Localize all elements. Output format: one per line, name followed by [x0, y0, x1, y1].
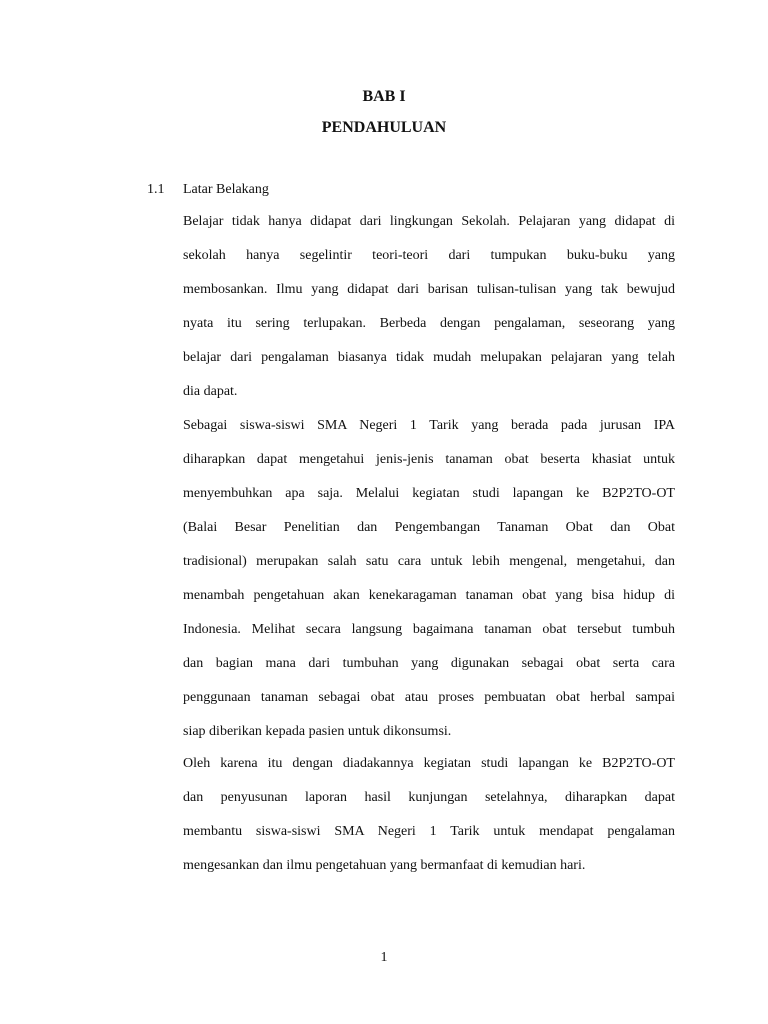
paragraph-2-line-2: diharapkan dapat mengetahui jenis-jenis tanaman obat beserta khasiat untuk [183, 452, 675, 467]
paragraph-1-line-1: Belajar tidak hanya didapat dari lingkungan Sekolah. Pelajaran yang didapat di [183, 214, 675, 229]
paragraph-2-line-1: Sebagai siswa-siswi SMA Negeri 1 Tarik yang berada pada jurusan IPA [183, 418, 675, 433]
paragraph-2-line-8: dan bagian mana dari tumbuhan yang digunakan sebagai obat serta cara [183, 656, 675, 671]
paragraph-3-line-2: dan penyusunan laporan hasil kunjungan setelahnya, diharapkan dapat [183, 790, 675, 805]
page-number: 1 [380, 950, 388, 965]
paragraph-3-line-3: membantu siswa-siswi SMA Negeri 1 Tarik untuk mendapat pengalaman [183, 824, 675, 839]
paragraph-1-line-2: sekolah hanya segelintir teori-teori dari tumpukan buku-buku yang [183, 248, 675, 263]
paragraph-1-line-5: belajar dari pengalaman biasanya tidak mudah melupakan pelajaran yang telah [183, 350, 675, 365]
paragraph-2-line-10: siap diberikan kepada pasien untuk dikonsumsi. [183, 724, 452, 739]
chapter-heading: BAB I [362, 88, 406, 105]
paragraph-2-line-3: menyembuhkan apa saja. Melalui kegiatan studi lapangan ke B2P2TO-OT [183, 486, 675, 501]
paragraph-2-line-6: menambah pengetahuan akan kenekaragaman tanaman obat yang bisa hidup di [183, 588, 675, 603]
chapter-title: PENDAHULUAN [321, 119, 447, 136]
section-title: Latar Belakang [183, 182, 269, 197]
paragraph-1-line-4: nyata itu sering terlupakan. Berbeda dengan pengalaman, seseorang yang [183, 316, 675, 331]
section-number: 1.1 [147, 182, 165, 197]
paragraph-1-line-3: membosankan. Ilmu yang didapat dari barisan tulisan-tulisan yang tak bewujud [183, 282, 675, 297]
paragraph-2-line-7: Indonesia. Melihat secara langsung bagaimana tanaman obat tersebut tumbuh [183, 622, 675, 637]
paragraph-1-line-6: dia dapat. [183, 384, 238, 399]
paragraph-3-line-4: mengesankan dan ilmu pengetahuan yang bermanfaat di kemudian hari. [183, 858, 586, 873]
paragraph-3-line-1: Oleh karena itu dengan diadakannya kegiatan studi lapangan ke B2P2TO-OT [183, 756, 675, 771]
paragraph-2-line-4: (Balai Besar Penelitian dan Pengembangan Tanaman Obat dan Obat [183, 520, 675, 535]
paragraph-2-line-9: penggunaan tanaman sebagai obat atau proses pembuatan obat herbal sampai [183, 690, 675, 705]
paragraph-2-line-5: tradisional) merupakan salah satu cara untuk lebih mengenal, mengetahui, dan [183, 554, 675, 569]
